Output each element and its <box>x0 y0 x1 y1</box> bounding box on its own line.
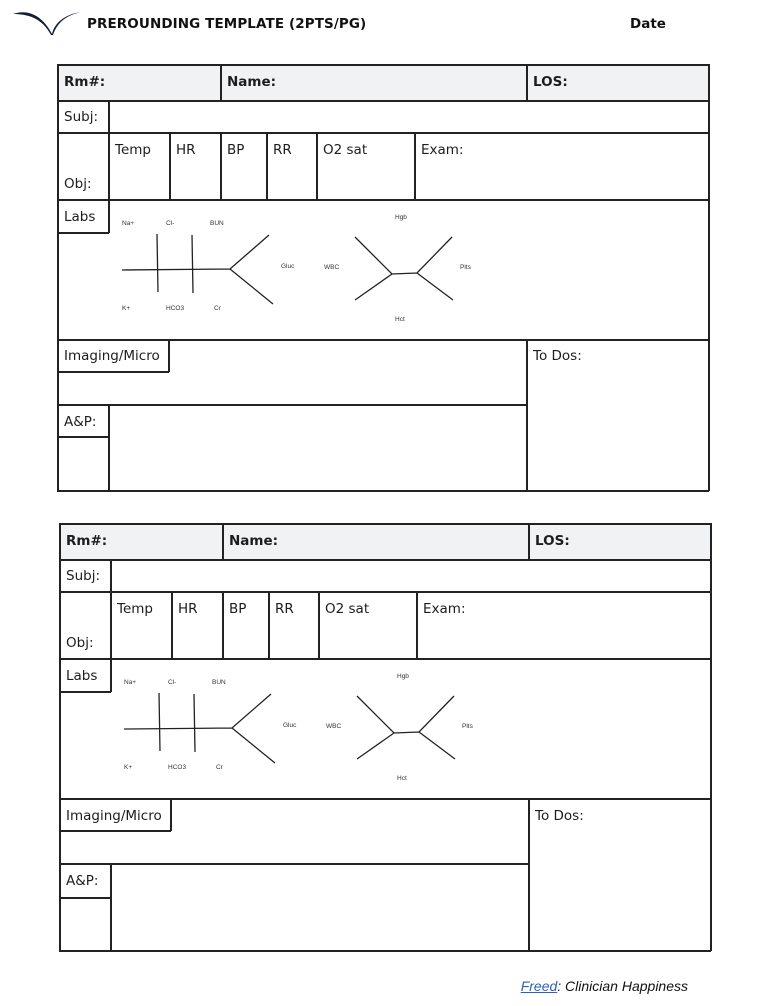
vital-o2sat: O2 sat <box>323 142 368 158</box>
footer-tagline: : Clinician Happiness <box>557 978 688 994</box>
los-label: LOS: <box>533 74 568 90</box>
imaging-label: Imaging/Micro <box>64 348 160 364</box>
imaging-label: Imaging/Micro <box>66 808 162 824</box>
name-label: Name: <box>229 533 279 549</box>
vital-temp: Temp <box>115 142 151 158</box>
vital-hr: HR <box>178 601 198 617</box>
subj-label: Subj: <box>66 568 100 584</box>
footer <box>521 978 688 994</box>
los-label: LOS: <box>535 533 570 549</box>
bmp-fishbone-icon <box>117 229 277 309</box>
obj-label: Obj: <box>66 635 94 651</box>
freed-logo-icon <box>12 8 84 36</box>
freed-link[interactable]: Freed <box>520 978 558 994</box>
subj-label: Subj: <box>64 109 98 125</box>
vital-rr: RR <box>273 142 292 158</box>
todos-label: To Dos: <box>535 808 584 824</box>
patient-block-2: Rm#: Name: LOS: Subj: Obj: Temp HR BP RR O2 sat Exam: Labs Na+ Cl- BUN K+ HCO3 Cr Gluc Hgb WBC Plts Hct Imaging/Micro A&P: To Dos: <box>59 523 711 951</box>
exam-label: Exam: <box>423 601 466 617</box>
vital-bp: BP <box>227 142 245 158</box>
todos-label: To Dos: <box>533 348 582 364</box>
vital-hr: HR <box>176 142 196 158</box>
obj-label: Obj: <box>64 176 92 192</box>
name-label: Name: <box>227 74 277 90</box>
ap-label: A&P: <box>64 414 97 430</box>
cbc-fishbone-icon <box>352 234 462 304</box>
exam-label: Exam: <box>421 142 464 158</box>
vital-rr: RR <box>275 601 294 617</box>
date-label: Date <box>630 16 666 32</box>
room-label: Rm#: <box>66 533 108 549</box>
labs-label: Labs <box>66 668 98 684</box>
ap-label: A&P: <box>66 873 99 889</box>
vital-o2sat: O2 sat <box>325 601 370 617</box>
labs-label: Labs <box>64 209 96 225</box>
vital-temp: Temp <box>117 601 153 617</box>
vital-bp: BP <box>229 601 247 617</box>
cbc-fishbone-icon <box>354 693 464 763</box>
bmp-fishbone-icon <box>119 688 279 768</box>
room-label: Rm#: <box>64 74 106 90</box>
patient-block-1: Rm#: Name: LOS: Subj: Obj: Temp HR BP RR O2 sat Exam: Labs Na+ Cl- BUN K+ HCO3 Cr Gluc Hgb WBC Plts Hct Imaging/Micro A&P: To Dos: <box>57 64 709 492</box>
page-title: PREROUNDING TEMPLATE (2PTS/PG) <box>87 16 367 32</box>
